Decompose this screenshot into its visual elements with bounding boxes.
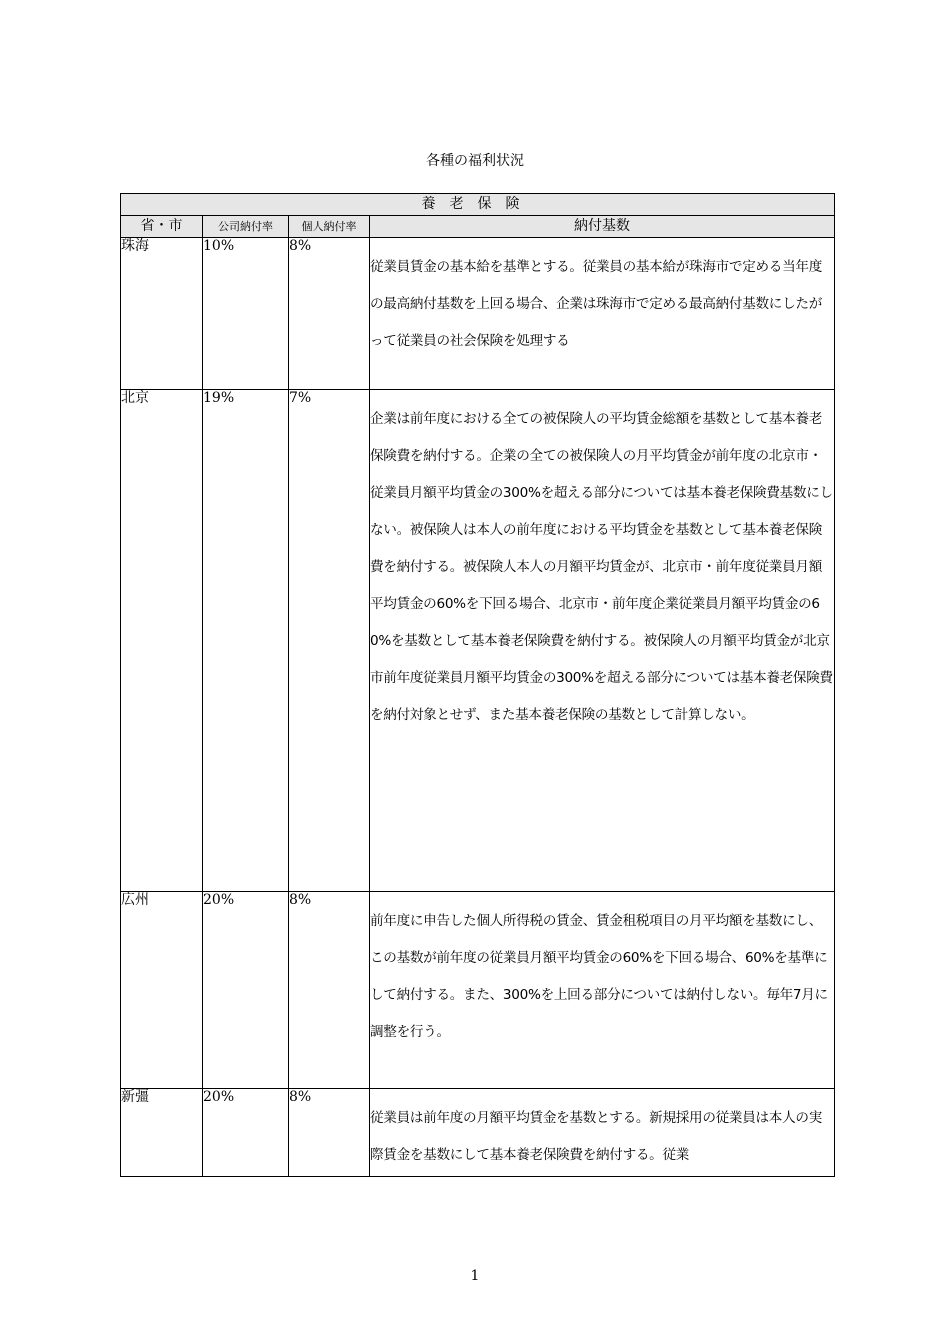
table-banner: 養老保険	[121, 194, 835, 216]
header-base: 納付基数	[370, 216, 835, 238]
cell-province: 珠海	[121, 238, 203, 390]
cell-province: 北京	[121, 390, 203, 892]
cell-personal-rate: 7%	[289, 390, 370, 892]
cell-base-text: 前年度に申告した個人所得税の賃金、賃金租税項目の月平均額を基数にし、この基数が前年度の従業員月額平均賃金の60%を下回る場合、60%を基準にして納付する。また、300%を上回る部分については納付しない。毎年7月に調整を行う。	[370, 913, 828, 1040]
cell-base-text: 企業は前年度における全ての被保険人の平均賃金総額を基数として基本養老保険費を納付する。企業の全ての被保険人の月平均賃金が前年度の北京市・従業員月額平均賃金の300%を超える部分については基本養老保険費基数にしない。被保険人は本人の前年度における平均賃金を基数として基本養老保険費を納付する。被保険人本人の月額平均賃金が、北京市・前年度従業員月額平均賃金の60%を下回る場合、北京市・前年度企業従業員月額平均賃金の60%を基数として基本養老保険費を納付する。被保険人の月額平均賃金が北京市前年度従業員月額平均賃金の300%を超える部分については基本養老保険費を納付対象とせず、また基本養老保険の基数として計算しない。	[370, 411, 833, 723]
cell-province: 広州	[121, 892, 203, 1089]
cell-personal-rate: 8%	[289, 892, 370, 1089]
cell-base	[370, 892, 835, 1089]
table-row	[121, 892, 835, 1089]
cell-company-rate: 20%	[203, 1089, 289, 1177]
cell-province: 新彊	[121, 1089, 203, 1177]
cell-base-text: 従業員賃金の基本給を基準とする。従業員の基本給が珠海市で定める当年度の最高納付基数を上回る場合、企業は珠海市で定める最高納付基数にしたがって従業員の社会保険を処理する	[370, 259, 822, 349]
header-personal-rate: 個人納付率	[289, 216, 370, 238]
header-company-rate: 公司納付率	[203, 216, 289, 238]
table-header-row	[121, 216, 835, 238]
cell-company-rate: 10%	[203, 238, 289, 390]
cell-base	[370, 238, 835, 390]
table-row	[121, 1089, 835, 1177]
cell-base	[370, 1089, 835, 1177]
pension-insurance-table	[120, 193, 835, 1177]
table-banner-row	[121, 194, 835, 216]
cell-base	[370, 390, 835, 892]
cell-company-rate: 20%	[203, 892, 289, 1089]
cell-company-rate: 19%	[203, 390, 289, 892]
table-row	[121, 238, 835, 390]
header-province: 省・市	[121, 216, 203, 238]
cell-base-text: 従業員は前年度の月額平均賃金を基数とする。新規採用の従業員は本人の実際賃金を基数にして基本養老保険費を納付する。従業	[370, 1110, 822, 1163]
table-row	[121, 390, 835, 892]
page-title: 各種の福利状況	[426, 153, 524, 169]
cell-personal-rate: 8%	[289, 1089, 370, 1177]
cell-personal-rate: 8%	[289, 238, 370, 390]
page-number: 1	[470, 1268, 480, 1284]
